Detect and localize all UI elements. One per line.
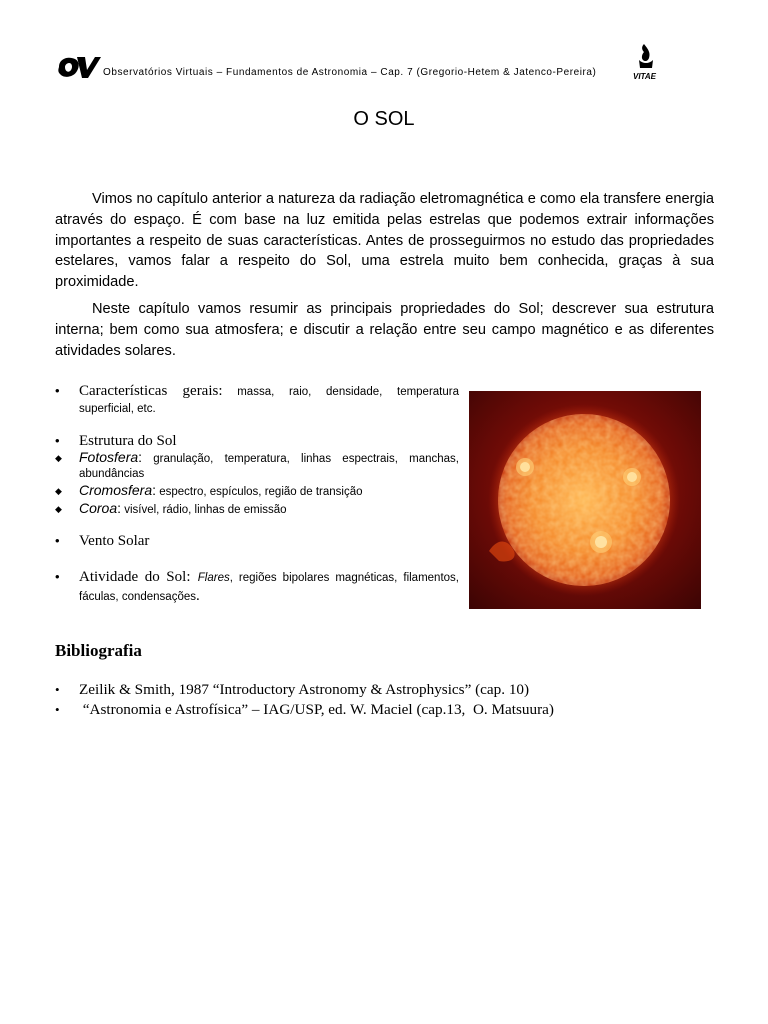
wind-list bbox=[55, 532, 459, 550]
topic-atividade: • Atividade do Sol: Flares, regiões bipolares magnéticas, filamentos, fáculas, condensações. bbox=[55, 569, 459, 604]
bibliography-item: • Zeilik & Smith, 1987 “Introductory Astronomy & Astrophysics” (cap. 10) bbox=[55, 681, 530, 698]
topic-coroa: ◆ Coroa: visível, rádio, linhas de emissão bbox=[55, 500, 287, 516]
bullet-icon: • bbox=[55, 569, 60, 584]
diamond-icon: ◆ bbox=[55, 486, 62, 496]
topic-cromosfera: ◆ Cromosfera: espectro, espículos, região de transição bbox=[55, 482, 363, 498]
bullet-icon: • bbox=[55, 682, 60, 697]
diamond-icon: ◆ bbox=[55, 453, 62, 463]
structure-list bbox=[55, 432, 459, 518]
ov-logo bbox=[55, 54, 101, 80]
diamond-icon: ◆ bbox=[55, 504, 62, 514]
intro-paragraph-2: Neste capítulo vamos resumir as principais propriedades do Sol; descrever sua estrutura interna; bem como sua atmosfera; e discutir a relação entre seu campo magnético e as diferentes atividades solares. bbox=[55, 301, 714, 359]
topic-caracteristicas: • Características gerais: massa, raio, densidade, temperatura superficial, etc. bbox=[55, 383, 459, 415]
page-title: O SOL bbox=[353, 108, 415, 130]
bullet-icon: • bbox=[55, 533, 60, 548]
topic-fotosfera: ◆ Fotosfera: granulação, temperatura, linhas espectrais, manchas, abundâncias bbox=[55, 449, 459, 480]
bullet-icon: • bbox=[55, 702, 60, 717]
page-header bbox=[55, 42, 660, 82]
sun-image bbox=[469, 391, 701, 609]
bullet-icon: • bbox=[55, 433, 60, 448]
topic-estrutura: • Estrutura do Sol bbox=[55, 433, 177, 449]
bibliography-list bbox=[55, 680, 714, 720]
activity-list bbox=[55, 568, 459, 606]
topic-vento: • Vento Solar bbox=[55, 533, 150, 549]
bibliography-item: • “Astronomia e Astrofísica” – IAG/USP, ed. W. Maciel (cap.13, O. Matsuura) bbox=[55, 701, 554, 718]
bibliography-heading: Bibliografia bbox=[55, 641, 142, 660]
topics-list bbox=[55, 383, 459, 417]
bullet-icon: • bbox=[55, 383, 60, 398]
vitae-label: VITAE bbox=[633, 72, 656, 81]
intro-paragraph-1: Vimos no capítulo anterior a natureza da radiação eletromagnética e como ela transfere energia através do espaço. É com base na luz emitida pelas estrelas que podemos extrair informações importantes a respeito de suas características. Antes de prosseguirmos no estudo das propriedades estelares, vamos falar a respeito do Sol, uma estrela muito bem conhecida, graças à sua proximidade. bbox=[55, 191, 714, 291]
running-title: Observatórios Virtuais – Fundamentos de Astronomia – Cap. 7 (Gregorio-Hetem & Jatenco-Pereira) bbox=[103, 67, 597, 78]
